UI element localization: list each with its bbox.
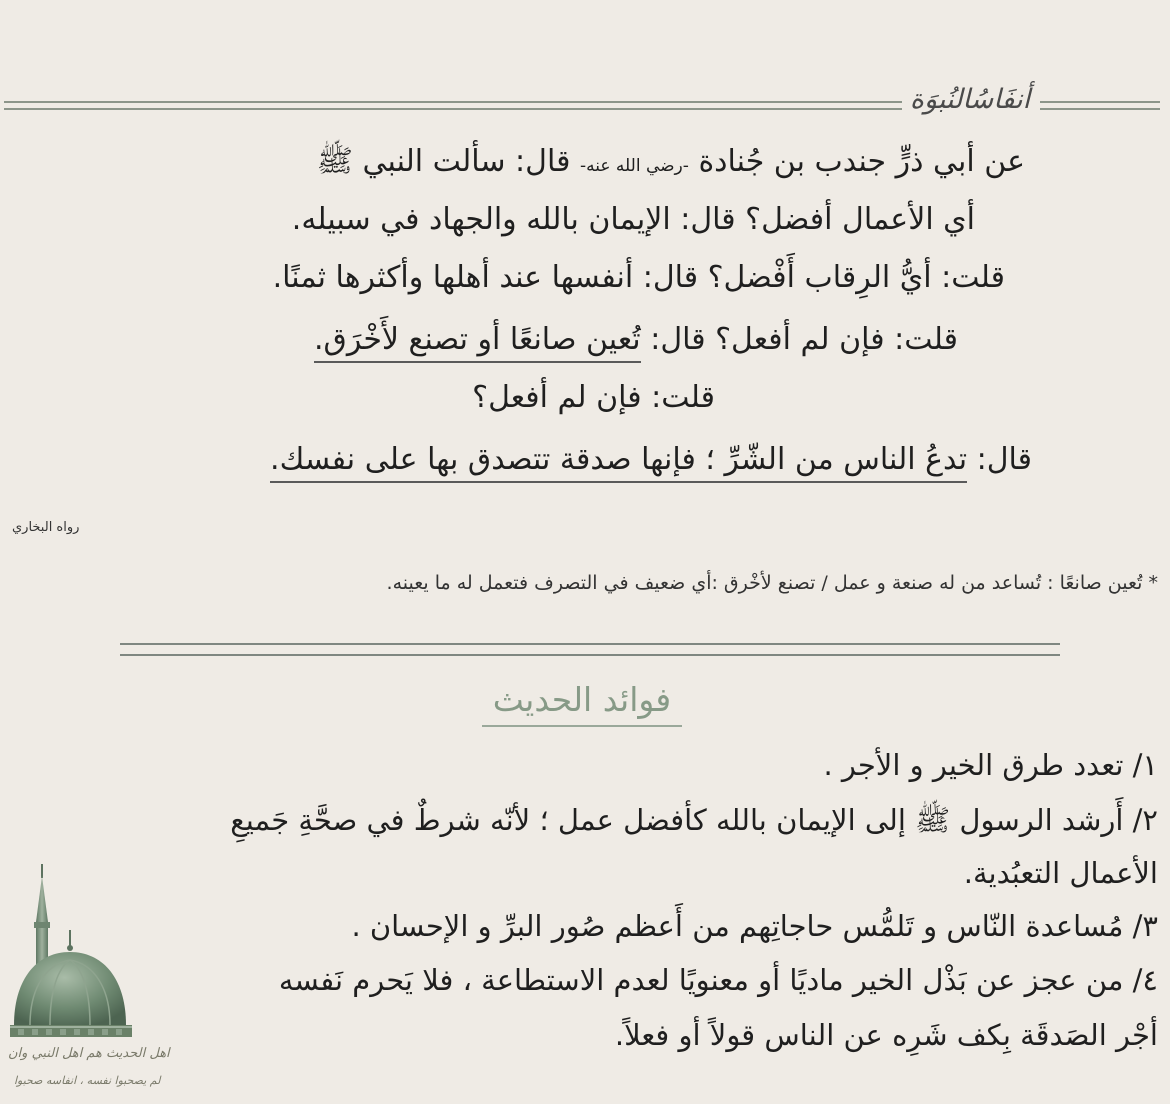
hadith-line-4-underlined: تُعين صانعًا أو تصنع لأَخْرَق.: [314, 322, 641, 363]
hadith-line-1: [317, 142, 1025, 186]
mosque-caption-2: لم يصحبوا نفسه ، انفاسه صحبوا: [14, 1074, 161, 1087]
hadith-line-6-part-a: قال:: [967, 442, 1032, 477]
hadith-line-1-part-a: عن أبي ذرٍّ جندب بن جُنادة: [688, 144, 1025, 179]
section-divider: [120, 643, 1060, 656]
benefit-2-line-2: الأعمال التعبُدية.: [963, 856, 1158, 890]
benefit-1: ١/ تعدد طرق الخير و الأجر .: [823, 748, 1158, 782]
hadith-line-4-part-a: قلت: فإن لم أفعل؟ قال:: [640, 322, 958, 357]
hadith-line-6: [270, 440, 1032, 480]
hadith-line-1-part-b: قال: سألت النبي ﷺ: [316, 144, 580, 179]
hadith-line-2: أي الأعمال أفضل؟ قال: الإيمان بالله والجهاد في سبيله.: [291, 202, 975, 237]
hadith-line-4: [314, 320, 958, 360]
benefit-4-line-1: ٤/ من عجز عن بَذْل الخير ماديًا أو معنويًا لعدم الاستطاعة ، فلا يَحرم نَفسه: [278, 963, 1158, 997]
benefit-3: ٣/ مُساعدة النّاس و تَلمُّس حاجاتِهم من أَعظم صُور البرِّ و الإحسان .: [351, 909, 1158, 943]
hadith-line-3: قلت: أيُّ الرِقاب أَفْضل؟ قال: أنفسها عند أهلها وأكثرها ثمنًا.: [272, 260, 1005, 295]
benefits-title: فوائد الحديث: [482, 680, 682, 727]
green-dome-illustration: [0, 860, 210, 1104]
mosque-caption-1: اهل الحديث هم اهل النبي وان: [8, 1046, 170, 1061]
brand-logo: أنفَاسُالنُبوَة: [909, 84, 1031, 115]
hadith-line-5: قلت: فإن لم أفعل؟: [472, 380, 715, 415]
benefit-4-line-2: أجْر الصَدقَة بِكف شَرِه عن الناس قولاً أو فعلاً.: [614, 1018, 1158, 1052]
hadith-line-1-honorific: -رضي الله عنه-: [579, 156, 689, 176]
header-rule-right: [1040, 101, 1160, 110]
benefit-2-line-1: ٢/ أَرشد الرسول ﷺ إلى الإيمان بالله كأفضل عمل ؛ لأنّه شرطٌ في صحَّةِ جَميعِ: [230, 803, 1158, 837]
hadith-source: رواه البخاري: [12, 520, 80, 535]
footnote: * تُعين صانعًا : تُساعد من له صنعة و عمل / تصنع لأخْرق :أي ضعيف في التصرف فتعمل له ما يعينه.: [386, 572, 1158, 594]
hadith-line-6-underlined: تدعُ الناس من الشّرِّ ؛ فإنها صدقة تتصدق بها على نفسك.: [270, 442, 967, 483]
header-rule-left: [4, 101, 902, 110]
